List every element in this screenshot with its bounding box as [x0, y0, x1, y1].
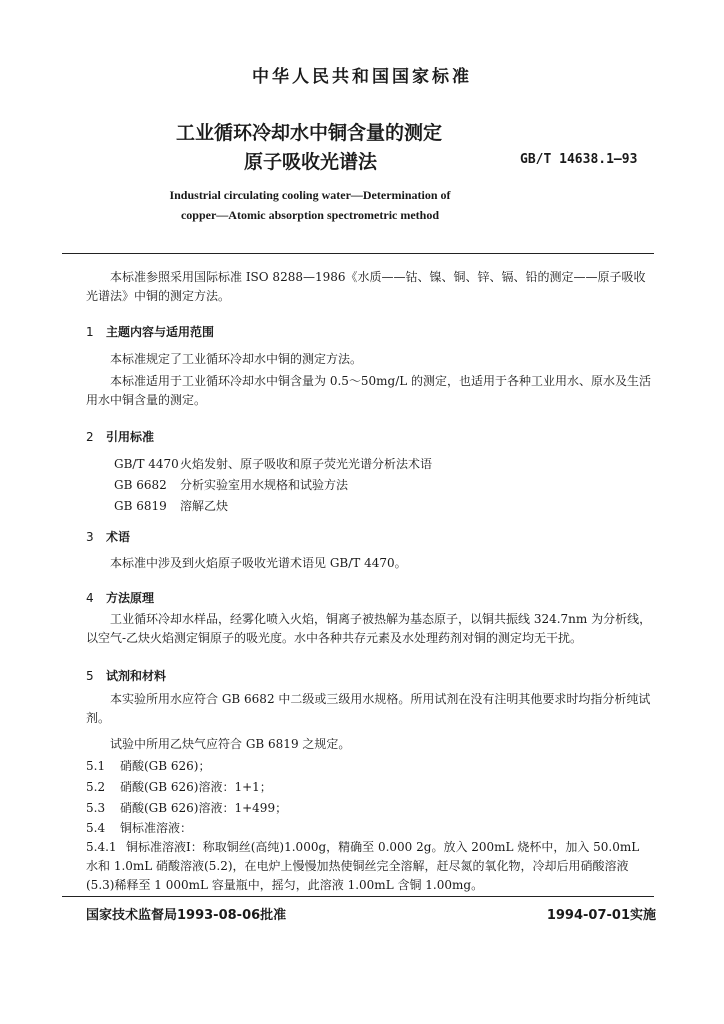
reference-code: GB/T 4470 — [114, 457, 179, 471]
section-3-heading — [86, 528, 130, 545]
section-number: 4 — [86, 591, 94, 605]
chinese-title-line2: 原子吸收光谱法 — [244, 151, 378, 173]
section-number: 1 — [86, 325, 94, 339]
chinese-title-line1: 工业循环冷却水中铜含量的测定 — [176, 122, 443, 144]
item-text: 硝酸(GB 626)； — [120, 759, 211, 773]
item-number: 5.4.1 — [86, 840, 117, 854]
reference-code: GB 6819 — [114, 499, 167, 513]
item-text: 硝酸(GB 626)溶液：1+1； — [120, 780, 272, 794]
item-number: 5.1 — [86, 759, 106, 773]
section-5-paragraph-1: 本实验所用水应符合 GB 6682 中二级或三级用水规格。所用试剂在没有注明其他要求时均指分析纯试剂。 — [86, 692, 651, 725]
section-title: 试剂和材料 — [106, 669, 167, 683]
english-title-line2: copper—Atomic absorption spectrometric method — [180, 208, 440, 222]
standard-number: GB/T 14638.1—93 — [520, 152, 638, 167]
section-title: 方法原理 — [106, 591, 155, 605]
implementation-date: 1994-07-01实施 — [546, 908, 656, 923]
section-number: 5 — [86, 669, 94, 683]
section-1-paragraph-2: 本标准适用于工业循环冷却水中铜含量为 0.5～50mg/L 的测定，也适用于各种工业用水、原水及生活用水中铜含量的测定。 — [86, 374, 652, 407]
header-divider — [62, 253, 654, 254]
section-2-heading — [86, 428, 154, 445]
reference-description: 火焰发射、原子吸收和原子荧光光谱分析法术语 — [180, 457, 433, 471]
item-number: 5.4 — [86, 821, 106, 835]
reference-description: 溶解乙炔 — [180, 499, 229, 513]
section-title: 引用标准 — [106, 430, 155, 444]
reference-item — [114, 455, 432, 472]
section-4-heading — [86, 589, 154, 606]
section-5-heading — [86, 667, 166, 684]
footer-divider — [62, 896, 654, 897]
section-title: 主题内容与适用范围 — [106, 325, 215, 339]
national-standard-heading: 中华人民共和国国家标准 — [252, 67, 472, 87]
section-title: 术语 — [106, 530, 131, 544]
section-1-paragraph-1: 本标准规定了工业循环冷却水中铜的测定方法。 — [110, 352, 363, 366]
english-title-line1: Industrial circulating cooling water—Determination of — [169, 188, 451, 202]
section-4-paragraph: 工业循环冷却水样品，经雾化喷入火焰，铜离子被热解为基态原子，以铜共振线 324.7nm 为分析线，以空气-乙炔火焰测定铜原子的吸光度。水中各种共存元素及水处理药剂对铜的测定均无干扰。 — [86, 612, 652, 645]
section-3-paragraph: 本标准中涉及到火焰原子吸收光谱术语见 GB/T 4470。 — [110, 556, 407, 570]
item-number: 5.2 — [86, 780, 106, 794]
item-number: 5.3 — [86, 801, 106, 815]
item-text: 硝酸(GB 626)溶液：1+499； — [120, 801, 288, 815]
intro-paragraph: 本标准参照采用国际标准 ISO 8288—1986《水质——钴、镍、铜、锌、镉、铅的测定——原子吸收光谱法》中铜的测定方法。 — [86, 270, 646, 303]
section-number: 3 — [86, 530, 94, 544]
item-text: 铜标准溶液： — [120, 821, 193, 835]
item-text: 铜标准溶液Ⅰ：称取铜丝(高纯)1.000g，精确至 0.000 2g。放入 200mL 烧杯中，加入 50.0mL 水和 1.0mL 硝酸溶液(5.2)，在电炉上慢慢加热使铜丝完全溶解，赶尽氮的氧化物，冷却后用硝酸溶液(5.3)稀释至 1 000mL 容量瓶中，摇匀，此溶液 1.00mL 含铜 1.00mg。 — [86, 840, 640, 892]
reference-item — [114, 497, 228, 514]
section-number: 2 — [86, 430, 94, 444]
reagent-item — [86, 819, 654, 838]
reference-code: GB 6682 — [114, 478, 167, 492]
reagent-item — [86, 757, 654, 776]
reagent-item-5-4-1 — [86, 838, 654, 895]
section-5-paragraph-2: 试验中所用乙炔气应符合 GB 6819 之规定。 — [110, 737, 351, 751]
approval-statement: 国家技术监督局1993-08-06批准 — [86, 908, 287, 923]
reagent-item — [86, 778, 654, 797]
reference-item — [114, 476, 348, 493]
reference-description: 分析实验室用水规格和试验方法 — [180, 478, 349, 492]
section-1-heading — [86, 323, 214, 340]
reagent-item — [86, 799, 654, 818]
